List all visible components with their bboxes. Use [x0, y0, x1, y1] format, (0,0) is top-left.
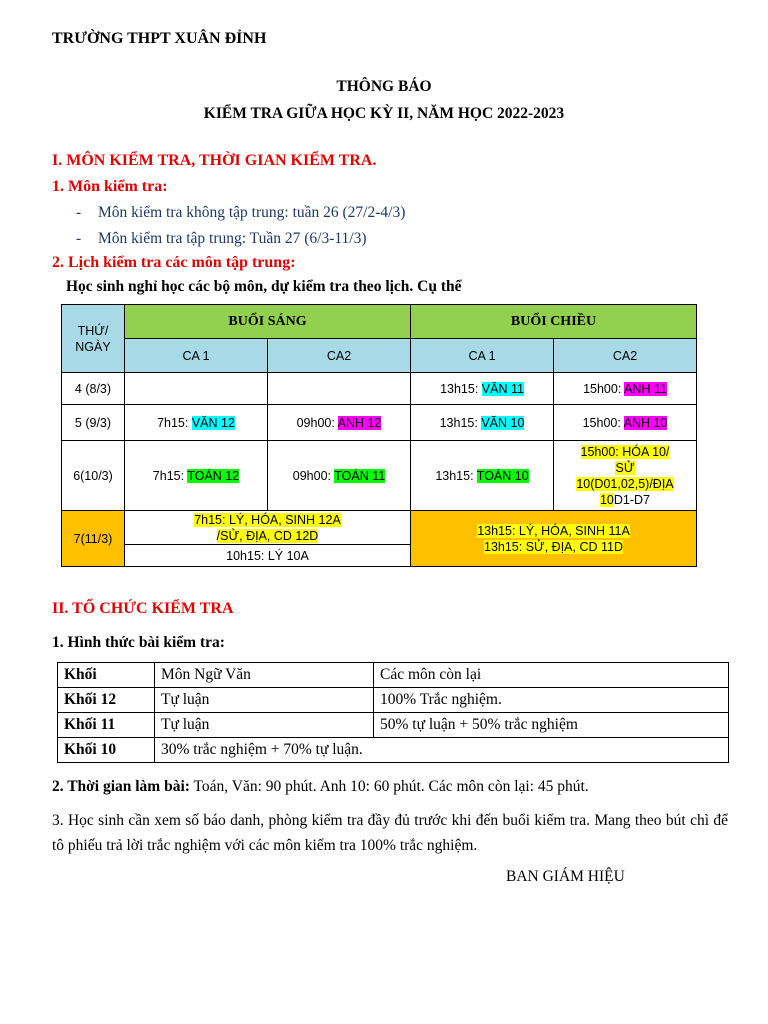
- morning-ca1-header: CA 1: [125, 339, 268, 373]
- subject-highlight: ANH 11: [624, 381, 667, 396]
- table-row: Khối 12 Tự luận 100% Trắc nghiệm.: [58, 688, 729, 713]
- subject-highlight: TOÁN 11: [334, 468, 386, 483]
- afternoon-header: BUỔI CHIỀU: [411, 305, 697, 339]
- subject-highlight: ANH 12: [337, 415, 382, 430]
- section-1-heading: I. MÔN KIỂM TRA, THỜI GIAN KIỂM TRA.: [52, 152, 377, 169]
- afternoon-ca2-header: CA2: [554, 339, 697, 373]
- day-header: THỨ/ NGÀY: [62, 305, 125, 373]
- exam-cell: 13h15: TOÁN 10: [411, 441, 554, 511]
- exam-cell: 13h15: LÝ, HÓA, SINH 11A 13h15: SỬ, ĐỊA, CD 11D: [411, 511, 697, 567]
- exam-cell: 15h00: HÓA 10/ SỬ 10(D01,02,5)/ĐỊA 10D1-D7: [554, 441, 697, 511]
- exam-cell: 7h15: LÝ, HÓA, SINH 12A /SỬ, ĐỊA, CD 12D: [125, 511, 411, 545]
- exam-cell: 09h00: TOÁN 11: [268, 441, 411, 511]
- schedule-heading: 2. Lịch kiểm tra các môn tập trung:: [52, 254, 296, 271]
- notice-subtitle: KIỂM TRA GIỮA HỌC KỲ II, NĂM HỌC 2022-2023: [203, 105, 565, 122]
- section-2-heading: II. TỔ CHỨC KIỂM TRA: [52, 600, 234, 617]
- morning-header: BUỔI SÁNG: [125, 305, 411, 339]
- exam-cell: 10h15: LÝ 10A: [125, 545, 411, 567]
- bullet-non-centralized: - Môn kiểm tra không tập trung: tuần 26 (27/2-4/3): [76, 204, 406, 221]
- table-row: [62, 373, 697, 405]
- exam-cell: 13h15: VĂN 11: [411, 373, 554, 405]
- table-row: [62, 441, 697, 511]
- exam-cell: 15h00: ANH 10: [554, 405, 697, 441]
- exam-cell: 15h00: ANH 11: [554, 373, 697, 405]
- afternoon-ca1-header: CA 1: [411, 339, 554, 373]
- table-row: Khối 11 Tự luận 50% tự luận + 50% trắc nghiệm: [58, 713, 729, 738]
- subject-highlight: TOÁN 10: [476, 468, 529, 483]
- day-cell: 6(10/3): [62, 441, 125, 511]
- table-row: [62, 405, 697, 441]
- duration-line: 2. Thời gian làm bài: Toán, Văn: 90 phút. Anh 10: 60 phút. Các môn còn lại: 45 phút.: [52, 778, 589, 795]
- school-name: TRƯỜNG THPT XUÂN ĐỈNH: [52, 30, 267, 47]
- instruction-paragraph: 3. Học sinh cần xem số báo danh, phòng kiểm tra đầy đủ trước khi đến buổi kiểm tra. Mang theo bút chì để tô phiếu trả lời trắc nghiệm với các môn kiểm tra 100% trắc nghiệm.: [52, 812, 728, 854]
- table-header: Các môn còn lại: [374, 663, 729, 688]
- form-heading: 1. Hình thức bài kiểm tra:: [52, 634, 225, 651]
- exam-cell: 13h15: VĂN 10: [411, 405, 554, 441]
- table-row: [62, 511, 697, 545]
- subject-highlight: VĂN 12: [191, 415, 235, 430]
- subject-highlight: VĂN 10: [481, 415, 525, 430]
- empty-cell: [268, 373, 411, 405]
- subject-heading: 1. Môn kiểm tra:: [52, 178, 168, 195]
- subject-highlight: ANH 10: [623, 415, 668, 430]
- exam-cell: 7h15: VĂN 12: [125, 405, 268, 441]
- table-header: Khối: [58, 663, 155, 688]
- table-row: [58, 663, 729, 688]
- table-header: Môn Ngữ Văn: [155, 663, 374, 688]
- exam-cell: 09h00: ANH 12: [268, 405, 411, 441]
- signature: BAN GIÁM HIỆU: [506, 868, 625, 885]
- exam-schedule-table: [61, 304, 697, 567]
- morning-ca2-header: CA2: [268, 339, 411, 373]
- exam-cell: 7h15: TOÁN 12: [125, 441, 268, 511]
- day-cell: 7(11/3): [62, 511, 125, 567]
- day-cell: 5 (9/3): [62, 405, 125, 441]
- subject-highlight: VĂN 11: [481, 381, 524, 396]
- subject-highlight: TOÁN 12: [187, 468, 240, 483]
- notice-title: THÔNG BÁO: [336, 78, 432, 95]
- table-row: Khối 10 30% trắc nghiệm + 70% tự luận.: [58, 738, 729, 763]
- exam-form-table: [57, 662, 729, 763]
- schedule-note: Học sinh nghỉ học các bộ môn, dự kiểm tra theo lịch. Cụ thể: [66, 278, 462, 295]
- empty-cell: [125, 373, 268, 405]
- day-cell: 4 (8/3): [62, 373, 125, 405]
- bullet-centralized: - Môn kiểm tra tập trung: Tuần 27 (6/3-11/3): [76, 230, 367, 247]
